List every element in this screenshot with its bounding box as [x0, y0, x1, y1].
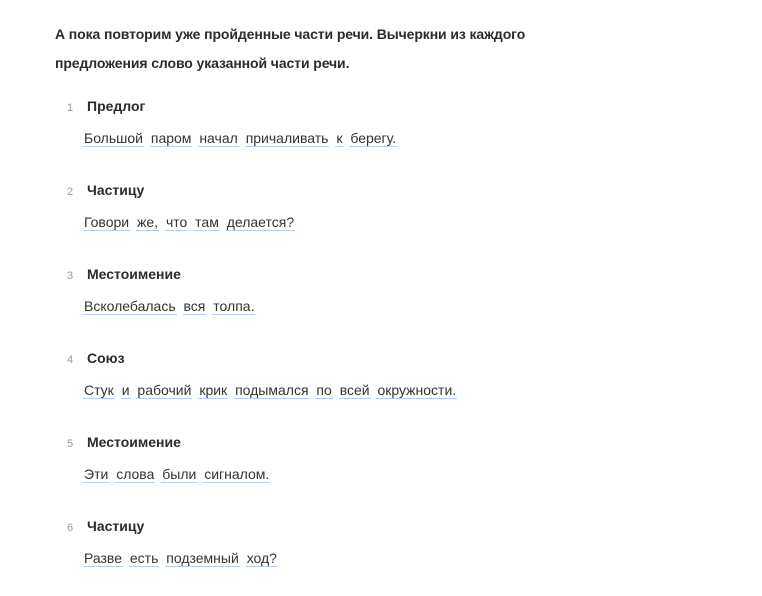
- task-header: [55, 98, 762, 124]
- word-choice[interactable]: ход?: [246, 550, 277, 566]
- task-number: 4: [67, 354, 74, 366]
- task-item: [55, 98, 762, 182]
- word-choice[interactable]: Эти: [84, 466, 109, 482]
- word-choice[interactable]: Всколебалась: [84, 298, 176, 314]
- word-choice[interactable]: были: [162, 466, 197, 482]
- task-number: 3: [67, 270, 74, 282]
- task-part-of-speech: Местоимение: [87, 434, 181, 450]
- task-number: 5: [67, 438, 74, 450]
- word-choice[interactable]: же,: [137, 214, 159, 230]
- task-item: [55, 350, 762, 434]
- task-sentence: [83, 211, 762, 233]
- task-number: 6: [67, 522, 74, 534]
- task-item: [55, 266, 762, 350]
- word-choice[interactable]: делается?: [226, 214, 295, 230]
- task-header: [55, 434, 762, 460]
- task-part-of-speech: Местоимение: [87, 266, 181, 282]
- word-choice[interactable]: берегу.: [350, 130, 397, 146]
- task-header: [55, 518, 762, 544]
- word-choice[interactable]: всей: [339, 382, 370, 398]
- word-choice[interactable]: что: [165, 214, 188, 230]
- word-choice[interactable]: начал: [199, 130, 238, 146]
- word-choice[interactable]: Большой: [84, 130, 143, 146]
- word-choice[interactable]: крик: [199, 382, 228, 398]
- word-choice[interactable]: подземный: [166, 550, 239, 566]
- word-choice[interactable]: по: [316, 382, 332, 398]
- task-header: [55, 266, 762, 292]
- word-choice[interactable]: слова: [116, 466, 155, 482]
- word-choice[interactable]: вся: [183, 298, 206, 314]
- task-header: [55, 350, 762, 376]
- task-sentence: [83, 463, 762, 485]
- task-list: [55, 98, 762, 596]
- task-part-of-speech: Союз: [87, 350, 125, 366]
- task-sentence: [83, 127, 762, 149]
- task-number: 2: [67, 186, 74, 198]
- word-choice[interactable]: сигналом.: [204, 466, 270, 482]
- task-item: [55, 434, 762, 518]
- word-choice[interactable]: и: [121, 382, 130, 398]
- word-choice[interactable]: паром: [150, 130, 192, 146]
- task-sentence: [83, 379, 762, 401]
- word-choice[interactable]: причаливать: [245, 130, 329, 146]
- word-choice[interactable]: Разве: [84, 550, 122, 566]
- word-choice[interactable]: там: [195, 214, 219, 230]
- word-choice[interactable]: Говори: [84, 214, 130, 230]
- task-part-of-speech: Частицу: [87, 182, 145, 198]
- task-sentence: [83, 547, 762, 569]
- task-number: 1: [67, 102, 74, 114]
- word-choice[interactable]: к: [336, 130, 343, 146]
- task-item: [55, 182, 762, 266]
- word-choice[interactable]: есть: [129, 550, 159, 566]
- word-choice[interactable]: рабочий: [137, 382, 192, 398]
- word-choice[interactable]: Стук: [84, 382, 114, 398]
- word-choice[interactable]: окружности.: [377, 382, 457, 398]
- task-part-of-speech: Частицу: [87, 518, 145, 534]
- word-choice[interactable]: подымался: [235, 382, 309, 398]
- task-sentence: [83, 295, 762, 317]
- task-header: [55, 182, 762, 208]
- word-choice[interactable]: толпа.: [213, 298, 255, 314]
- instruction-text: А пока повторим уже пройденные части речи. Вычеркни из каждого предложения слово указанной части речи.: [55, 26, 526, 71]
- task-item: [55, 518, 762, 596]
- task-part-of-speech: Предлог: [87, 98, 146, 114]
